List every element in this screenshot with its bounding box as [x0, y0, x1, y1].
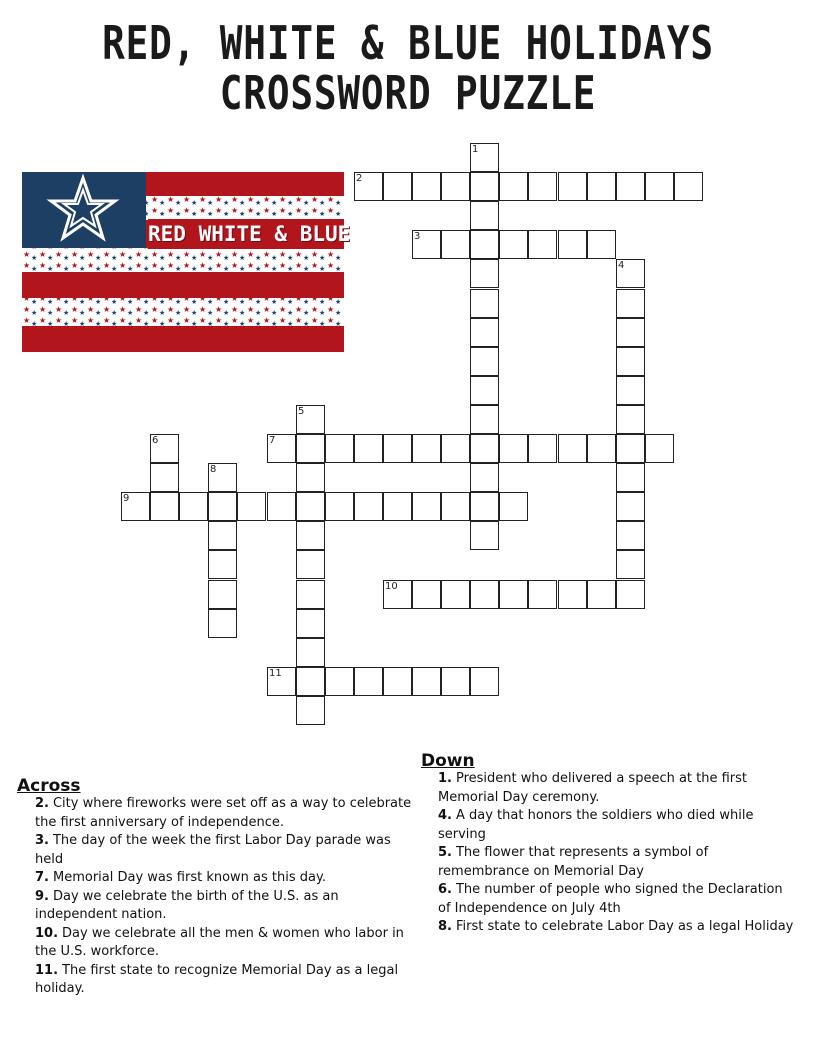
crossword-cell[interactable] — [674, 172, 703, 201]
clue-number: 5. — [438, 845, 452, 860]
clue-number-label: 9 — [123, 493, 130, 504]
crossword-cell[interactable] — [616, 172, 645, 201]
crossword-cell[interactable] — [470, 172, 499, 201]
crossword-cell[interactable] — [441, 230, 470, 259]
clue-number-label: 10 — [385, 581, 398, 592]
down-clue — [438, 807, 798, 844]
crossword-cell[interactable] — [441, 667, 470, 696]
crossword-cell[interactable] — [470, 434, 499, 463]
crossword-cell[interactable] — [296, 550, 325, 579]
crossword-cell[interactable] — [441, 492, 470, 521]
crossword-cell[interactable] — [296, 696, 325, 725]
flag-text: RED WHITE & BLUE — [148, 222, 351, 246]
across-clue — [35, 869, 415, 888]
crossword-cell[interactable] — [616, 492, 645, 521]
crossword-cell[interactable] — [296, 667, 325, 696]
crossword-cell[interactable] — [616, 259, 645, 288]
crossword-cell[interactable] — [296, 638, 325, 667]
clue-number-label: 7 — [269, 435, 276, 446]
clue-number-label: 4 — [618, 260, 625, 271]
crossword-cell[interactable] — [412, 492, 441, 521]
crossword-cell[interactable] — [208, 609, 237, 638]
puzzle-title-line1: RED, WHITE & BLUE HOLIDAYS — [102, 16, 714, 70]
crossword-cell[interactable] — [354, 667, 383, 696]
puzzle-title-line2: CROSSWORD PUZZLE — [219, 66, 597, 120]
crossword-cell[interactable] — [325, 434, 354, 463]
crossword-cell[interactable] — [470, 201, 499, 230]
across-clue — [35, 795, 415, 832]
crossword-cell[interactable] — [296, 434, 325, 463]
crossword-cell[interactable] — [150, 492, 179, 521]
crossword-cell[interactable] — [470, 289, 499, 318]
crossword-cell[interactable] — [296, 580, 325, 609]
clue-number: 3. — [35, 833, 49, 848]
crossword-cell[interactable] — [412, 172, 441, 201]
down-clue — [438, 844, 798, 881]
crossword-cell[interactable] — [587, 230, 616, 259]
crossword-cell[interactable] — [208, 521, 237, 550]
crossword-cell[interactable] — [412, 434, 441, 463]
clue-text: Day we celebrate the birth of the U.S. as an independent nation. — [35, 888, 339, 922]
crossword-cell[interactable] — [179, 492, 208, 521]
crossword-cell[interactable] — [499, 172, 528, 201]
crossword-cell[interactable] — [296, 405, 325, 434]
crossword-cell[interactable] — [616, 463, 645, 492]
crossword-cell[interactable] — [528, 434, 557, 463]
crossword-cell[interactable] — [470, 580, 499, 609]
clue-number-label: 1 — [472, 144, 479, 155]
crossword-cell[interactable] — [296, 492, 325, 521]
crossword-cell[interactable] — [237, 492, 266, 521]
crossword-cell[interactable] — [150, 434, 179, 463]
flag-graphic — [22, 172, 351, 352]
crossword-cell[interactable] — [296, 521, 325, 550]
crossword-cell[interactable] — [587, 172, 616, 201]
crossword-cell[interactable] — [208, 463, 237, 492]
clue-text: The first state to recognize Memorial Day as a legal holiday. — [35, 962, 399, 996]
crossword-cell[interactable] — [383, 172, 412, 201]
crossword-cell[interactable] — [121, 492, 150, 521]
across-clue — [35, 832, 415, 869]
crossword-cell[interactable] — [499, 230, 528, 259]
crossword-cell[interactable] — [645, 172, 674, 201]
crossword-cell[interactable] — [528, 230, 557, 259]
crossword-cell[interactable] — [470, 463, 499, 492]
crossword-cell[interactable] — [325, 667, 354, 696]
crossword-cell[interactable] — [412, 580, 441, 609]
clue-text: The day of the week the first Labor Day parade was held — [35, 833, 391, 867]
crossword-cell[interactable] — [296, 609, 325, 638]
clue-number: 9. — [35, 888, 49, 904]
crossword-cell[interactable] — [354, 434, 383, 463]
clue-text: Day we celebrate all the men & women who labor in the U.S. workforce. — [35, 925, 404, 959]
crossword-cell[interactable] — [383, 492, 412, 521]
crossword-cell[interactable] — [558, 172, 587, 201]
crossword-cell[interactable] — [296, 463, 325, 492]
clue-number: 6. — [438, 882, 452, 897]
down-clue — [438, 881, 798, 918]
across-heading: Across — [17, 776, 81, 796]
crossword-cell[interactable] — [470, 347, 499, 376]
across-clue — [35, 888, 415, 925]
crossword-cell[interactable] — [383, 434, 412, 463]
clue-number: 10. — [35, 925, 59, 941]
crossword-cell[interactable] — [383, 580, 412, 609]
clue-number: 8. — [438, 919, 452, 934]
crossword-cell[interactable] — [470, 376, 499, 405]
crossword-cell[interactable] — [412, 230, 441, 259]
down-clue — [438, 770, 798, 807]
crossword-cell[interactable] — [208, 492, 237, 521]
clue-number-label: 2 — [356, 173, 363, 184]
clue-text: The number of people who signed the Declaration of Independence on July 4th — [438, 882, 783, 916]
flag-image — [22, 172, 351, 352]
crossword-cell[interactable] — [558, 434, 587, 463]
across-clue — [35, 962, 415, 999]
crossword-cell[interactable] — [325, 492, 354, 521]
crossword-cell[interactable] — [354, 172, 383, 201]
crossword-cell[interactable] — [441, 172, 470, 201]
clue-number-label: 3 — [414, 231, 421, 242]
crossword-cell[interactable] — [528, 580, 557, 609]
crossword-cell[interactable] — [150, 463, 179, 492]
down-clue — [438, 918, 798, 937]
crossword-cell[interactable] — [587, 580, 616, 609]
crossword-cell[interactable] — [587, 434, 616, 463]
crossword-cell[interactable] — [470, 667, 499, 696]
clue-text: A day that honors the soldiers who died while serving — [438, 808, 754, 842]
crossword-cell[interactable] — [616, 550, 645, 579]
crossword-cell[interactable] — [470, 492, 499, 521]
crossword-cell[interactable] — [470, 318, 499, 347]
crossword-cell[interactable] — [383, 667, 412, 696]
crossword-cell[interactable] — [616, 405, 645, 434]
crossword-cell[interactable] — [528, 172, 557, 201]
crossword-cell[interactable] — [616, 521, 645, 550]
across-clue-list — [35, 795, 415, 999]
crossword-cell[interactable] — [441, 580, 470, 609]
crossword-cell[interactable] — [267, 434, 296, 463]
crossword-cell[interactable] — [645, 434, 674, 463]
down-clue-list — [438, 770, 798, 937]
clue-number: 2. — [35, 796, 49, 811]
crossword-cell[interactable] — [208, 550, 237, 579]
crossword-cell[interactable] — [499, 492, 528, 521]
clue-number: 7. — [35, 870, 49, 885]
down-heading: Down — [421, 751, 475, 771]
clue-text: Memorial Day was first known as this day. — [52, 870, 326, 885]
crossword-cell[interactable] — [470, 259, 499, 288]
crossword-cell[interactable] — [354, 492, 383, 521]
crossword-cell[interactable] — [616, 434, 645, 463]
clue-number-label: 11 — [269, 668, 282, 679]
crossword-cell[interactable] — [558, 230, 587, 259]
crossword-cell[interactable] — [208, 580, 237, 609]
crossword-cell[interactable] — [470, 143, 499, 172]
crossword-cell[interactable] — [499, 580, 528, 609]
clue-number: 1. — [438, 771, 452, 786]
clue-number-label: 5 — [298, 406, 305, 417]
clue-text: City where fireworks were set off as a way to celebrate the first anniversary of independence. — [35, 796, 412, 830]
clue-text: President who delivered a speech at the first Memorial Day ceremony. — [438, 771, 748, 805]
crossword-cell[interactable] — [470, 405, 499, 434]
crossword-cell[interactable] — [499, 434, 528, 463]
clue-number-label: 6 — [152, 435, 159, 446]
crossword-cell[interactable] — [616, 376, 645, 405]
crossword-cell[interactable] — [441, 434, 470, 463]
crossword-cell[interactable] — [470, 521, 499, 550]
crossword-cell[interactable] — [267, 492, 296, 521]
crossword-cell[interactable] — [616, 289, 645, 318]
crossword-cell[interactable] — [616, 318, 645, 347]
clue-text: First state to celebrate Labor Day as a legal Holiday — [455, 919, 794, 934]
crossword-cell[interactable] — [470, 230, 499, 259]
crossword-cell[interactable] — [616, 347, 645, 376]
clue-number: 11. — [35, 962, 59, 978]
across-clue — [35, 925, 415, 962]
crossword-cell[interactable] — [267, 667, 296, 696]
crossword-cell[interactable] — [412, 667, 441, 696]
clue-text: The flower that represents a symbol of remembrance on Memorial Day — [438, 845, 709, 879]
crossword-cell[interactable] — [558, 580, 587, 609]
clue-number-label: 8 — [210, 464, 217, 475]
clue-number: 4. — [438, 808, 452, 823]
crossword-cell[interactable] — [616, 580, 645, 609]
